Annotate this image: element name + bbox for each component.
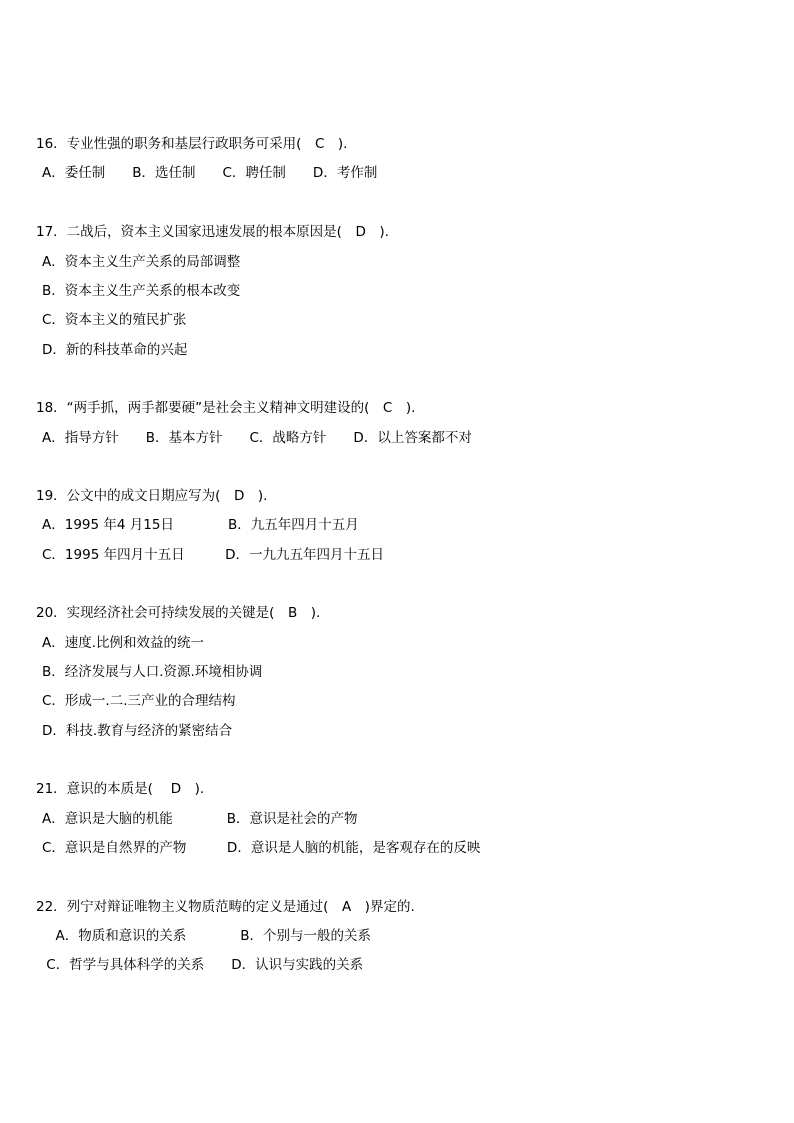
question-18-options: A．指导方针 B．基本方针 C．战略方针 D．以上答案都不对 bbox=[42, 430, 472, 446]
question-17-option-c: C．资本主义的殖民扩张 bbox=[42, 312, 187, 328]
question-19-stem: 19．公文中的成文日期应写为( D ). bbox=[36, 488, 268, 504]
question-16-stem: 16．专业性强的职务和基层行政职务可采用( C ). bbox=[36, 136, 348, 152]
question-20-option-c: C．形成一.二.三产业的合理结构 bbox=[42, 693, 236, 709]
question-21-options-cd: C．意识是自然界的产物 D．意识是人脑的机能，是客观存在的反映 bbox=[42, 840, 481, 856]
question-22-stem: 22．列宁对辩证唯物主义物质范畴的定义是通过( A )界定的. bbox=[36, 899, 415, 915]
question-22-options-cd: C．哲学与具体科学的关系 D．认识与实践的关系 bbox=[42, 957, 364, 973]
question-21-stem: 21．意识的本质是( D ). bbox=[36, 781, 205, 797]
question-20-option-b: B．经济发展与人口.资源.环境相协调 bbox=[42, 664, 263, 680]
question-16-options: A．委任制 B．选任制 C．聘任制 D．考作制 bbox=[42, 165, 378, 181]
question-19-options-cd: C．1995 年四月十五日 D．一九九五年四月十五日 bbox=[42, 547, 384, 563]
question-22-options-ab: A．物质和意识的关系 B．个别与一般的关系 bbox=[42, 928, 371, 944]
question-20-stem: 20．实现经济社会可持续发展的关键是( B ). bbox=[36, 605, 321, 621]
question-20-option-d: D．科技.教育与经济的紧密结合 bbox=[42, 723, 233, 739]
question-19-options-ab: A．1995 年4 月15日 B．九五年四月十五月 bbox=[42, 517, 359, 533]
question-21-options-ab: A．意识是大脑的机能 B．意识是社会的产物 bbox=[42, 811, 358, 827]
question-17-option-d: D．新的科技革命的兴起 bbox=[42, 342, 188, 358]
question-17-option-b: B．资本主义生产关系的根本改变 bbox=[42, 283, 241, 299]
question-20-option-a: A．速度.比例和效益的统一 bbox=[42, 635, 205, 651]
question-17-option-a: A．资本主义生产关系的局部调整 bbox=[42, 254, 241, 270]
question-18-stem: 18．“两手抓，两手都要硬”是社会主义精神文明建设的( C ). bbox=[36, 400, 416, 416]
question-17-stem: 17．二战后，资本主义国家迅速发展的根本原因是( D ). bbox=[36, 224, 389, 240]
